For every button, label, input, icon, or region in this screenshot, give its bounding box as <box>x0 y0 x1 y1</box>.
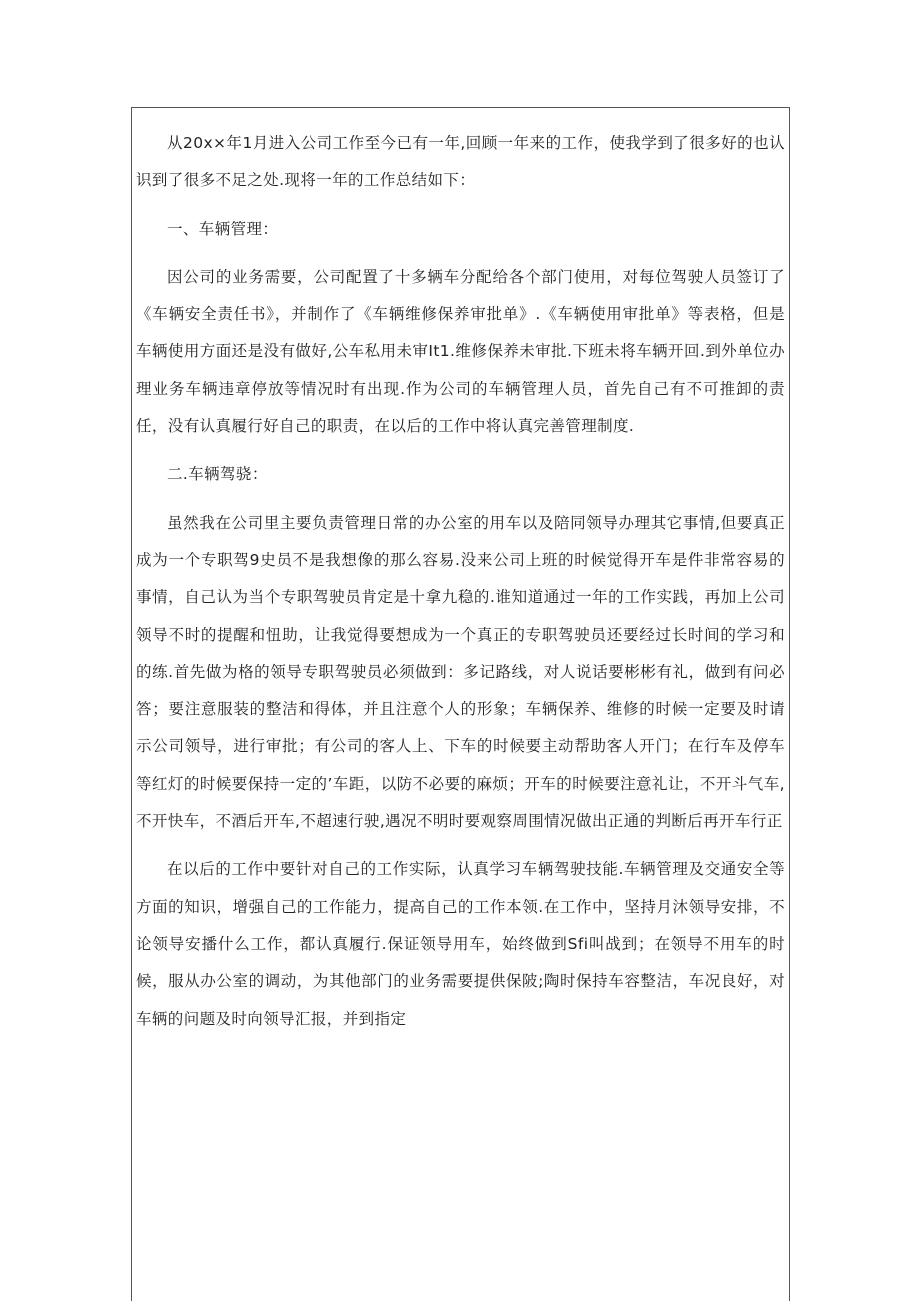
document-page <box>131 107 790 1301</box>
vehicle-driving-paragraph: 虽然我在公司里主要负责管理日常的办公室的用车以及陪同领导办理其它事情,但要真正成为一个专职驾9史员不是我想像的那么容易.没来公司上班的时候觉得开车是件非常容易的事情，自己认为当个专职驾驶员肯定是十拿九稳的.谁知道通过一年的工作实践，再加上公司领导不时的提醒和忸助，让我觉得要想成为一个真正的专职驾驶员还要经过长时间的学习和的练.首先做为格的领导专职驾驶员必须做到：多记路线，对人说话要彬彬有礼，做到有问必答；要注意服装的整洁和得体，并且注意个人的形象；车辆保养、维修的时候一定要及时请示公司领导，进行审批；有公司的客人上、下车的时候要主动帮助客人开门；在行车及停车等红灯的时候要保持一定的’车距，以防不必要的麻烦；开车的时候要注意礼让，不开斗气车,不开快车，不酒后开车,不超速行驶,遇况不明时要观察周围情况做出正通的判断后再开车行正 <box>136 513 785 831</box>
future-work-paragraph: 在以后的工作中要针对自己的工作实际，认真学习车辆驾驶技能.车辆管理及交通安全等方面的知识，增强自己的工作能力，提高自己的工作本领.在工作中，坚持月沐领导安排，不论领导安播什么工作，都认真履行.保证领导用车，始终做到Sfi叫战到；在领导不用车的时候，服从办公室的调动，为其他部门的业务需要提供保陂;陶时保持车容整洁，车况良好，对车辆的问题及时向领导汇报，并到指定 <box>136 860 785 1028</box>
section-heading-vehicle-driving: 二.车辆驾骁： <box>167 465 268 484</box>
vehicle-management-paragraph: 因公司的业务需要，公司配置了十多辆车分配给各个部门使用，对每位驾驶人员签订了《车辆安全责任书》，并制作了《车辆维修保养审批单》.《车辆使用审批单》等表格，但是车辆使用方面还是没有做好,公车私用未审It1.维修保养未审批.下班未将车辆开回.到外单位办理业务车辆违章停放等情况时有出现.作为公司的车辆管理人员，首先自己有不可推卸的责任，没有认真履行好自己的职责，在以后的工作中将认真完善管理制度. <box>136 267 785 436</box>
document-body <box>132 108 789 1038</box>
intro-paragraph: 从20x×年1月进入公司工作至今已有一年,回顾一年来的工作，使我学到了很多好的也认识到了很多不足之处.现将一年的工作总结如下： <box>136 134 785 190</box>
section-heading-vehicle-management: 一、车辆管理： <box>167 219 279 238</box>
